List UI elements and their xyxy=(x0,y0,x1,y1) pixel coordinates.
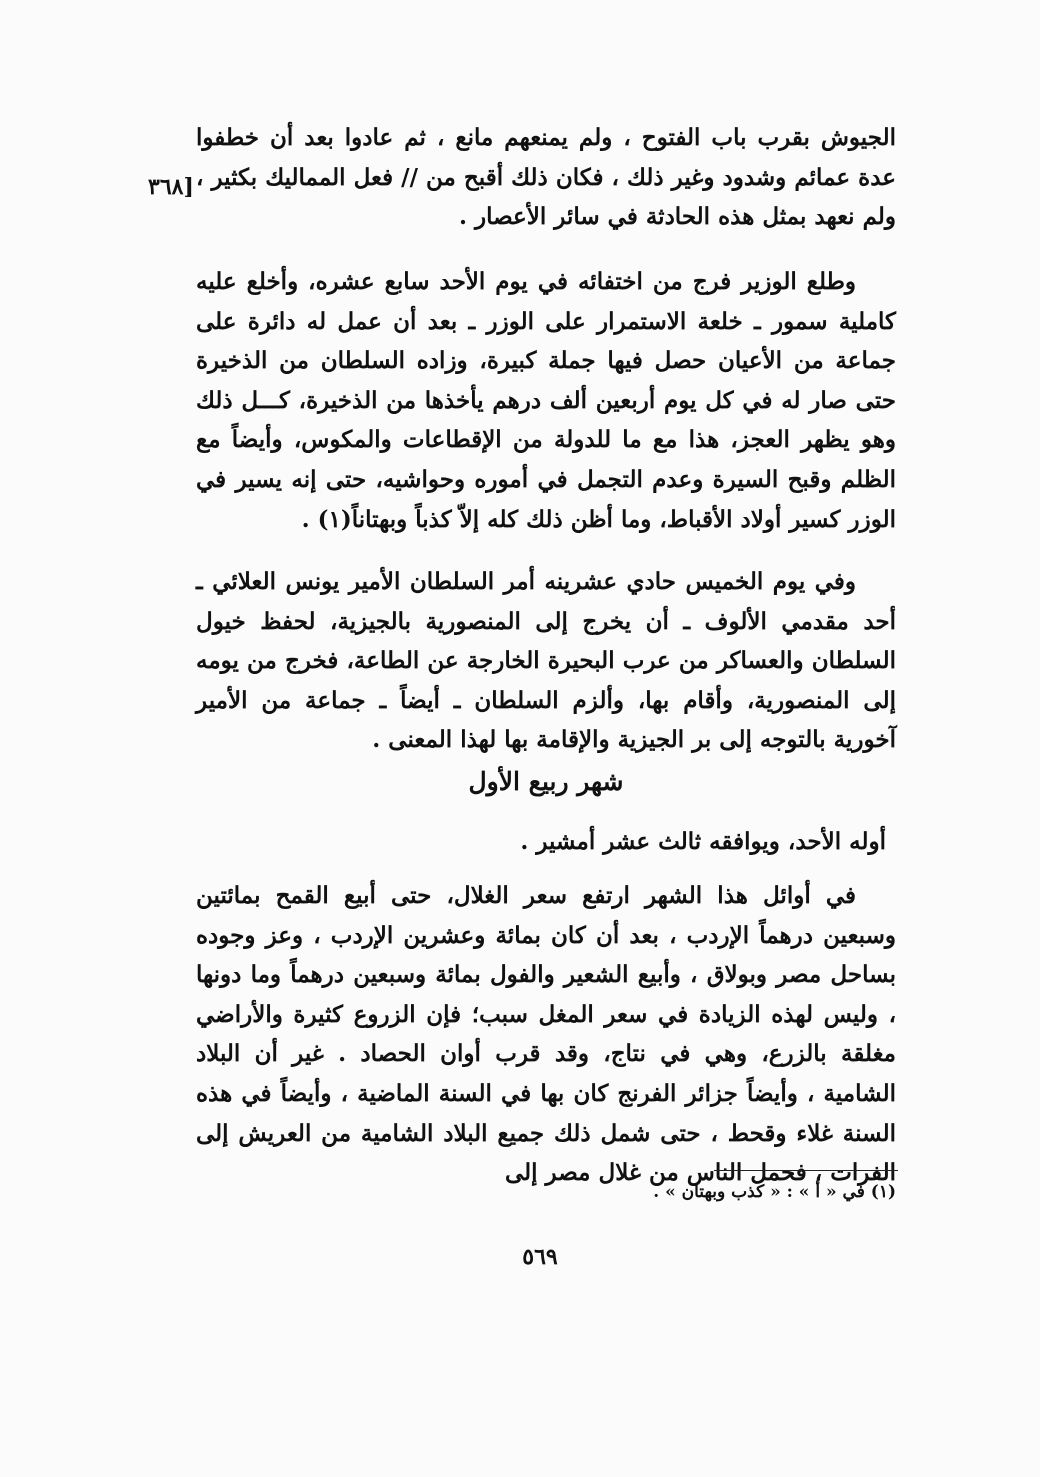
paragraph-4: في أوائل هذا الشهر ارتفع سعر الغلال، حتى أبيع القمح بمائتين وسبعين درهماً الإردب ، بعد أن كان بمائة وعشرين الإردب ، وعز وجوده بساحل مصر وبولاق ، وأبيع الشعير والفول بمائة وسبعين درهماً وما دونها ، وليس لهذه الزيادة في سعر المغل سبب؛ فإن الزروع كثيرة والأراضي مغلقة بالزرع، وهي في نتاج، وقد قرب أوان الحصاد . غير أن البلاد الشامية ، وأيضاً جزائر الفرنج كان بها في السنة الماضية ، وأيضاً في هذه السنة غلاء وقحط ، حتى شمل ذلك جميع البلاد الشامية من العريش إلى الفرات ، فحمل الناس من غلال مصر إلى xyxy=(196,882,896,1187)
paragraph-1: الجيوش بقرب باب الفتوح ، ولم يمنعهم مانع ، ثم عادوا بعد أن خطفوا عدة عمائم وشدود وغير ذلك ، فكان ذلك أقبح من // فعل المماليك بكثير ، ولم نعهد بمثل هذه الحادثة في سائر الأعصار . xyxy=(196,124,896,231)
page-number: ٥٦٩ xyxy=(522,1244,558,1270)
footnote-divider xyxy=(714,1170,898,1171)
section-subline: أوله الأحد، ويوافقه ثالث عشر أمشير . xyxy=(520,828,886,855)
paragraph-2: وطلع الوزير فرج من اختفائه في يوم الأحد سابع عشره، وأخلع عليه كاملية سمور ـ خلعة الاستمرار على الوزر ـ بعد أن عمل له دائرة على جماعة من الأعيان حصل فيها جملة كبيرة، وزاده السلطان من الذخيرة حتى صار له في كل يوم أربعين ألف درهم يأخذها من الذخيرة، كـــل ذلك وهو يظهر العجز، هذا مع ما للدولة من الإقطاعات والمكوس، وأيضاً مع الظلم وقبح السيرة وعدم التجمل في أموره وحواشيه، حتى إنه يسير في الوزر كسير أولاد الأقباط، وما أظن ذلك كله إلاّ كذباً وبهتاناً(١) . xyxy=(196,268,896,533)
paragraph-3: وفي يوم الخميس حادي عشرينه أمر السلطان الأمير يونس العلائي ـ أحد مقدمي الألوف ـ أن يخرج إلى المنصورية بالجيزية، لحفظ خيول السلطان والعساكر من عرب البحيرة الخارجة عن الطاعة، فخرج من يومه إلى المنصورية، وأقام بها، وألزم السلطان ـ أيضاً ـ جماعة من الأمير آخورية بالتوجه إلى بر الجيزية والإقامة بها لهذا المعنى . xyxy=(196,568,896,754)
margin-page-reference: [٣٦٨ xyxy=(148,174,194,200)
section-heading: شهر ربيع الأول xyxy=(468,767,624,796)
footnote: (١) في « أ » : « كذب وبهتان » . xyxy=(653,1182,896,1202)
